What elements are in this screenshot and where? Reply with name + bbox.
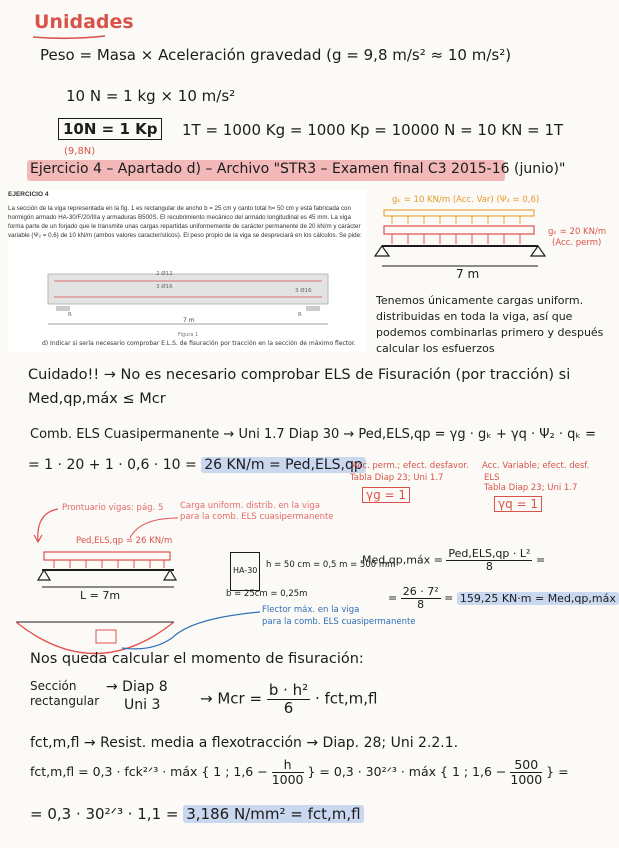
- exam-bar-top: 2 Ø12: [156, 271, 173, 277]
- tonne-equivalence: 1T = 1000 Kg = 1000 Kp = 10000 N = 10 KN = 1T: [182, 121, 564, 139]
- exam-bar-bottom: 3 Ø16: [156, 284, 173, 290]
- load-variable-label: gₖ = 10 KN/m (Acc. Var) (Ψ₂ = 0,6): [392, 195, 540, 205]
- flector-note-1: Flector máx. en la viga: [262, 605, 360, 615]
- exam-support-left: R: [68, 312, 72, 318]
- fct-h-fraction: $\frac{h}{1000}$: [271, 757, 304, 787]
- moment-fraction-2: $\frac{\text{26 · 7²}}{8}$: [402, 585, 439, 612]
- moment-formula: Med,qp,máx = $\frac{\text{Ped,ELS,qp · L²}}{8}$ =: [362, 547, 546, 574]
- gamma-perm-note-2: Tabla Diap 23; Uni 1.7: [350, 473, 444, 483]
- combination-line-1: Comb. ELS Cuasipermanente → Uni 1.7 Diap 30 → Ped,ELS,qp = γg · gₖ + γq · Ψ₂ · qₖ =: [30, 427, 596, 442]
- exam-body: La sección de la viga representada en la fig. 1 es rectangular de ancho b = 25 cm y canto total h= 50 cm y está fabricada con hormigón armado HA-30/F/20/IIIa y armaduras B500S. El recubrimiento mecánico del armado longitudinal es 45 mm. La viga forma parte de un forjado que le transmite unas cargas repartidas uniformemente de carácter permanente de 20 kN/m y carácter variable (Ψ₂ = 0.6) de 10 kN/m (ambos valores característicos). El peso propio de la viga se despreciará en los cálculos. Se pide:: [8, 205, 362, 240]
- load-sketch-span: 7 m: [456, 267, 480, 281]
- section-type-1: Sección: [30, 679, 77, 693]
- exercise-header: Ejercicio 4 – Apartado d) – Archivo "STR3 – Examen final C3 2015-16 (junio)": [30, 161, 566, 177]
- combination-line-2: [28, 458, 366, 473]
- moment-result: 159,25 KN·m = Med,qp,máx: [457, 592, 619, 605]
- gamma-perm-box: γg = 1: [362, 489, 410, 502]
- moment-fraction-1: $\frac{\text{Ped,ELS,qp · L²}}{8}$: [448, 547, 531, 574]
- section-width: b = 25cm = 0,25m: [226, 589, 308, 599]
- prontuario-arrow: [30, 505, 60, 545]
- note-loads-line-2: distribuidas en toda la viga, así que: [376, 310, 573, 323]
- moment-lhs: Med,qp,máx =: [362, 553, 443, 567]
- gamma-var-note-2: ELS: [484, 473, 500, 483]
- exam-bar-right: 3 Ø16: [295, 288, 312, 294]
- fct-definition: fct,m,fl → Resist. media a flexotracción → Diap. 28; Uni 2.2.1.: [30, 735, 459, 751]
- note-loads-line-3: podemos combinarlas primero y después: [376, 326, 604, 339]
- gamma-var-note-1: Acc. Variable; efect. desf.: [482, 461, 590, 471]
- note-loads-line-4: calcular los esfuerzos: [376, 342, 495, 355]
- exam-heading: EJERCICIO 4: [8, 191, 49, 198]
- gamma-perm-note-1: Acc. perm.; efect. desfavor.: [352, 461, 469, 471]
- title-underline: [32, 34, 106, 40]
- exam-figure-caption: Figura 1: [178, 332, 199, 338]
- fct-formula: fct,m,fl = 0,3 · fck²ᐟ³ · máx { 1 ; 1,6 − $\frac{h}{1000}$ } = 0,3 · 30²ᐟ³ · máx { 1 ; 1,6 − $\frac{500}{1000}$ } =: [30, 757, 569, 787]
- fct-value-fraction: $\frac{500}{1000}$: [510, 757, 543, 787]
- diap-ref-1: → Diap 8: [106, 679, 168, 695]
- prontuario-note: Prontuario vigas: pág. 5: [62, 503, 164, 513]
- caution-line-2: Med,qp,máx ≤ Mcr: [28, 391, 166, 407]
- moment-result-line: = $\frac{\text{26 · 7²}}{8}$ = 159,25 KN·m = Med,qp,máx: [388, 586, 619, 611]
- flector-note-2: para la comb. ELS cuasipermanente: [262, 617, 416, 627]
- weight-definition: Peso = Masa × Aceleración gravedad (g = 9,8 m/s² ≈ 10 m/s²): [40, 46, 512, 64]
- caution-line-1: Cuidado!! → No es necesario comprobar ELS de Fisuración (por tracción) si: [28, 367, 571, 383]
- mcr-formula: → Mcr = $\frac{\text{b · h²}}{6}$ · fct,m,fl: [200, 681, 378, 717]
- section-sketch: HA-30: [230, 552, 260, 591]
- beam-load-label: Ped,ELS,qp = 26 KN/m: [76, 536, 173, 546]
- load-permanent-note: (Acc. perm): [552, 238, 602, 248]
- mcr-fraction: $\frac{\text{b · h²}}{6}$: [268, 681, 309, 717]
- load-permanent-label: gₖ = 20 KN/m: [548, 227, 607, 237]
- exam-statement: [8, 190, 366, 352]
- note-loads-line-1: Tenemos únicamente cargas uniform.: [376, 294, 584, 307]
- exam-support-right: R: [298, 312, 302, 318]
- exam-span-label: 7 m: [183, 317, 195, 324]
- cracking-intro: Nos queda calcular el momento de fisuración:: [30, 651, 364, 667]
- fct-final-prefix: = 0,3 · 30²ᐟ³ · 1,1 =: [30, 805, 179, 823]
- kp-note: (9,8N): [64, 146, 96, 157]
- section-type-2: rectangular: [30, 694, 100, 708]
- fct-final: [30, 806, 364, 823]
- fct-final-result: 3,186 N/mm² = fct,m,fl: [183, 805, 363, 823]
- page-title: Unidades: [34, 11, 134, 33]
- beam-span-label: L = 7m: [80, 589, 121, 602]
- kp-equivalence-box: 10N = 1 Kp: [58, 121, 162, 138]
- exam-question: d) Indicar si sería necesario comprobar E.L.S. de fisuración por tracción en la sección de máximo flector.: [42, 340, 356, 347]
- gamma-var-note-3: Tabla Diap 23; Uni 1.7: [484, 483, 578, 493]
- flector-arrow: [112, 608, 262, 652]
- section-height: h = 50 cm = 0,5 m = 500 mm: [266, 560, 396, 570]
- gamma-var-box: γq = 1: [494, 498, 542, 511]
- newton-definition: 10 N = 1 kg × 10 m/s²: [66, 87, 236, 105]
- combination-line-2-prefix: = 1 · 20 + 1 · 0,6 · 10 =: [28, 457, 197, 473]
- combination-result: 26 KN/m = Ped,ELS,qp: [201, 457, 366, 473]
- carga-note-1: Carga uniform. distrib. en la viga: [180, 501, 320, 511]
- carga-note-2: para la comb. ELS cuasipermanente: [180, 512, 334, 522]
- diap-ref-2: Uni 3: [124, 697, 161, 713]
